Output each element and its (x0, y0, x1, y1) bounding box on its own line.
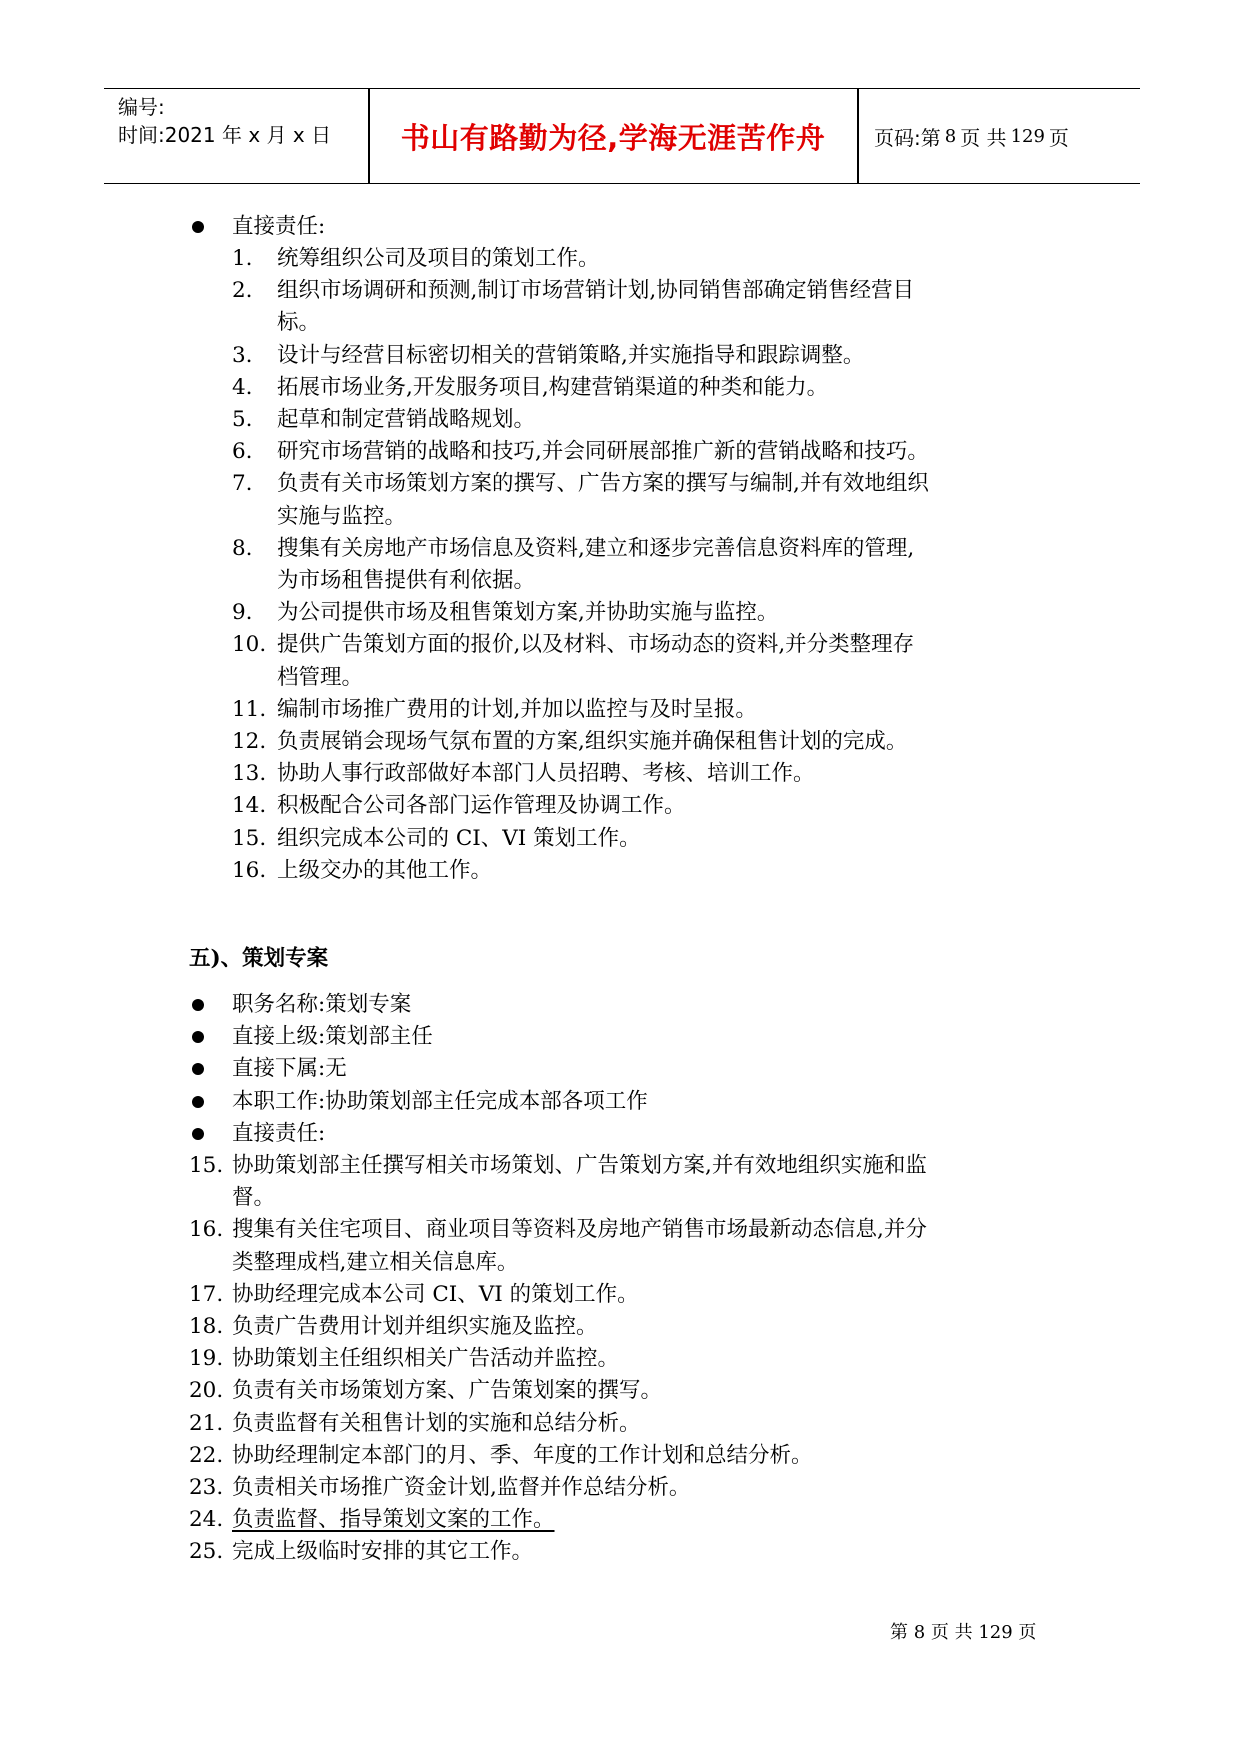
list-item-text: 完成上级临时安排的其它工作。 (232, 1539, 534, 1565)
list-item-text: 标。 (277, 310, 321, 336)
bullet-dot (192, 1096, 204, 1108)
list-item-text: 上级交办的其他工作。 (277, 857, 493, 883)
list-item-text: 为市场租售提供有利依据。 (277, 568, 536, 593)
bullet-text: 职务名称:策划专案 (232, 992, 412, 1017)
list-item-number: 9. (232, 600, 253, 626)
list-item-number: 22. (189, 1442, 224, 1468)
list-item-number: 13. (232, 761, 267, 787)
list-item-number: 23. (189, 1475, 224, 1500)
list-item-number: 6. (232, 439, 253, 465)
list-item-text: 起草和制定营销战略规划。 (277, 407, 536, 432)
bullet-dot (192, 999, 204, 1011)
header-divider (857, 89, 859, 183)
list-item-text: 搜集有关住宅项目、商业项目等资料及房地产销售市场最新动态信息,并分 (232, 1217, 927, 1243)
list-item-text: 搜集有关房地产市场信息及资料,建立和逐步完善信息资料库的管理, (277, 535, 915, 561)
duties-bullet-label: 直接责任: (232, 214, 326, 239)
list-item-text: 督。 (232, 1185, 276, 1211)
list-item-number: 1. (232, 246, 253, 271)
list-item-text: 研究市场营销的战略和技巧,并会同研展部推广新的营销战略和技巧。 (277, 439, 929, 465)
list-item-text: 类整理成档,建立相关信息库。 (232, 1249, 519, 1275)
list-item-number: 8. (232, 535, 253, 561)
list-item-number: 5. (232, 407, 253, 432)
list-item-text: 为公司提供市场及租售策划方案,并协助实施与监控。 (277, 600, 779, 626)
list-item-text: 负责监督有关租售计划的实施和总结分析。 (232, 1410, 641, 1436)
list-item-number: 7. (232, 471, 253, 497)
list-item-text: 协助人事行政部做好本部门人员招聘、考核、培训工作。 (277, 761, 815, 787)
list-item-number: 21. (189, 1410, 224, 1436)
list-item-text: 档管理。 (277, 664, 364, 690)
bullet-text: 本职工作:协助策划部主任完成本部各项工作 (232, 1088, 648, 1114)
header-meta (118, 93, 362, 179)
list-item-number: 16. (232, 857, 267, 883)
section-heading: 五)、策划专案 (189, 946, 329, 971)
list-item-number: 3. (232, 342, 253, 368)
list-item-text: 负责相关市场推广资金计划,监督并作总结分析。 (232, 1475, 691, 1500)
time-label: 时间:2021 年 x 月 x 日 (118, 123, 332, 147)
list-item-text: 统筹组织公司及项目的策划工作。 (277, 246, 600, 271)
list-item-number: 20. (189, 1378, 224, 1404)
list-item-number: 14. (232, 793, 267, 819)
bullet-dot (192, 221, 204, 233)
bullet-dot (192, 1063, 204, 1075)
list-item-text: 组织完成本公司的 CI、VI 策划工作。 (277, 825, 641, 851)
list-item-number: 4. (232, 374, 253, 400)
list-item-text: 协助经理制定本部门的月、季、年度的工作计划和总结分析。 (232, 1442, 813, 1468)
list-item-number: 18. (189, 1314, 224, 1339)
list-item-text: 实施与监控。 (277, 503, 407, 529)
list-item-text: 协助经理完成本公司 CI、VI 的策划工作。 (232, 1281, 639, 1307)
list-item-text: 负责有关市场策划方案、广告策划案的撰写。 (232, 1378, 663, 1404)
list-item-text: 协助策划主任组织相关广告活动并监控。 (232, 1346, 620, 1372)
list-item-number: 11. (232, 696, 267, 722)
page-total: 129 (1010, 125, 1045, 147)
header-motto: 书山有路勤为径,学海无涯苦作舟 (400, 120, 826, 155)
page-header (104, 88, 1140, 184)
list-item-number: 10. (232, 632, 267, 658)
list-item-text: 负责展销会现场气氛布置的方案,组织实施并确保租售计划的完成。 (277, 729, 908, 754)
page-middle: 页 共 (960, 125, 1007, 150)
list-item-number: 12. (232, 729, 267, 754)
list-item-number: 25. (189, 1539, 224, 1565)
bullet-text: 直接责任: (232, 1120, 326, 1146)
bullet-dot (192, 1031, 204, 1043)
list-item-text: 设计与经营目标密切相关的营销策略,并实施指导和跟踪调整。 (277, 342, 865, 368)
page-footer: 第 8 页 共 129 页 (890, 1622, 1037, 1643)
header-page-code (874, 89, 1069, 183)
list-item-number: 17. (189, 1281, 224, 1307)
list-item-text: 拓展市场业务,开发服务项目,构建营销渠道的种类和能力。 (277, 374, 829, 400)
bullet-text: 直接上级:策划部主任 (232, 1024, 433, 1050)
list-item-text: 负责监督、指导策划文案的工作。 (232, 1507, 555, 1533)
page-suffix: 页 (1048, 125, 1069, 150)
list-item-number: 16. (189, 1217, 224, 1243)
bullet-dot (192, 1128, 204, 1140)
list-item-text: 负责有关市场策划方案的撰写、广告方案的撰写与编制,并有效地组织 (277, 471, 929, 497)
bullet-text: 直接下属:无 (232, 1056, 347, 1082)
list-item-text: 负责广告费用计划并组织实施及监控。 (232, 1314, 598, 1339)
list-item-text: 提供广告策划方面的报价,以及材料、市场动态的资料,并分类整理存 (277, 632, 915, 658)
page-prefix: 页码:第 (874, 125, 941, 150)
list-item-text: 积极配合公司各部门运作管理及协调工作。 (277, 793, 686, 819)
list-item-text: 组织市场调研和预测,制订市场营销计划,协同销售部确定销售经营目 (277, 278, 915, 304)
list-item-number: 15. (189, 1153, 224, 1178)
list-item-text: 编制市场推广费用的计划,并加以监控与及时呈报。 (277, 696, 757, 722)
list-item-number: 2. (232, 278, 253, 304)
list-item-number: 19. (189, 1346, 224, 1372)
page-number: 8 (944, 125, 957, 147)
list-item-text: 协助策划部主任撰写相关市场策划、广告策划方案,并有效地组织实施和监 (232, 1153, 927, 1178)
serial-label: 编号: (118, 95, 165, 119)
list-item-number: 24. (189, 1507, 224, 1533)
list-item-number: 15. (232, 825, 267, 851)
